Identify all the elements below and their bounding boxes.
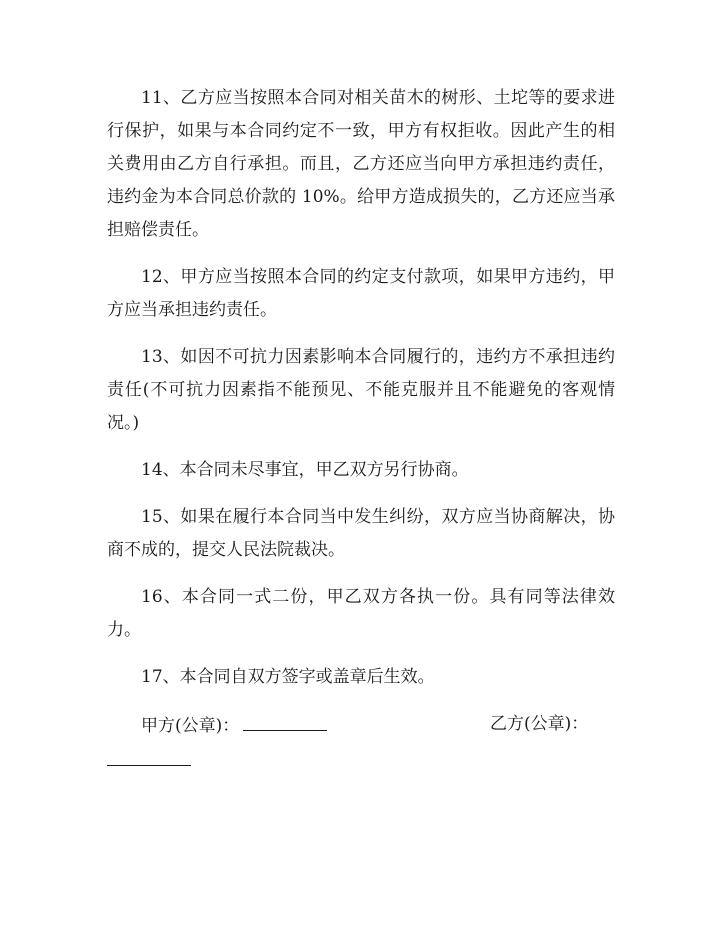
party-b-label: 乙方(公章)：: [490, 714, 589, 734]
signature-row: [107, 708, 615, 741]
clause-13: 13、如因不可抗力因素影响本合同履行的，违约方不承担违约责任(不可抗力因素指不能预见、不能克服并且不能避免的客观情况。): [107, 347, 615, 433]
party-b-signature: [490, 708, 588, 741]
clause-17: 17、本合同自双方签字或盖章后生效。: [141, 667, 435, 687]
clause-16: 16、本合同一式二份，甲乙双方各执一份。具有同等法律效力。: [107, 587, 615, 640]
clause-12: 12、甲方应当按照本合同的约定支付款项，如果甲方违约，甲方应当承担违约责任。: [107, 267, 615, 320]
clause-15: 15、如果在履行本合同当中发生纠纷，双方应当协商解决，协商不成的，提交人民法院裁决。: [107, 507, 615, 560]
party-a-label: 甲方(公章)：: [141, 716, 240, 736]
party-a-blank: [243, 708, 327, 731]
clause-11: 11、乙方应当按照本合同对相关苗木的树形、土坨等的要求进行保护，如果与本合同约定不一致，甲方有权拒收。因此产生的相关费用由乙方自行承担。而且，乙方还应当向甲方承担违约责任，违约金为本合同总价款的 10%。给甲方造成损失的，乙方还应当承担赔偿责任。: [107, 88, 615, 240]
party-b-blank: [107, 741, 191, 766]
clause-14: 14、本合同未尽事宜，甲乙双方另行协商。: [141, 460, 469, 480]
contract-body: [107, 82, 615, 766]
party-a-signature: [141, 708, 327, 743]
